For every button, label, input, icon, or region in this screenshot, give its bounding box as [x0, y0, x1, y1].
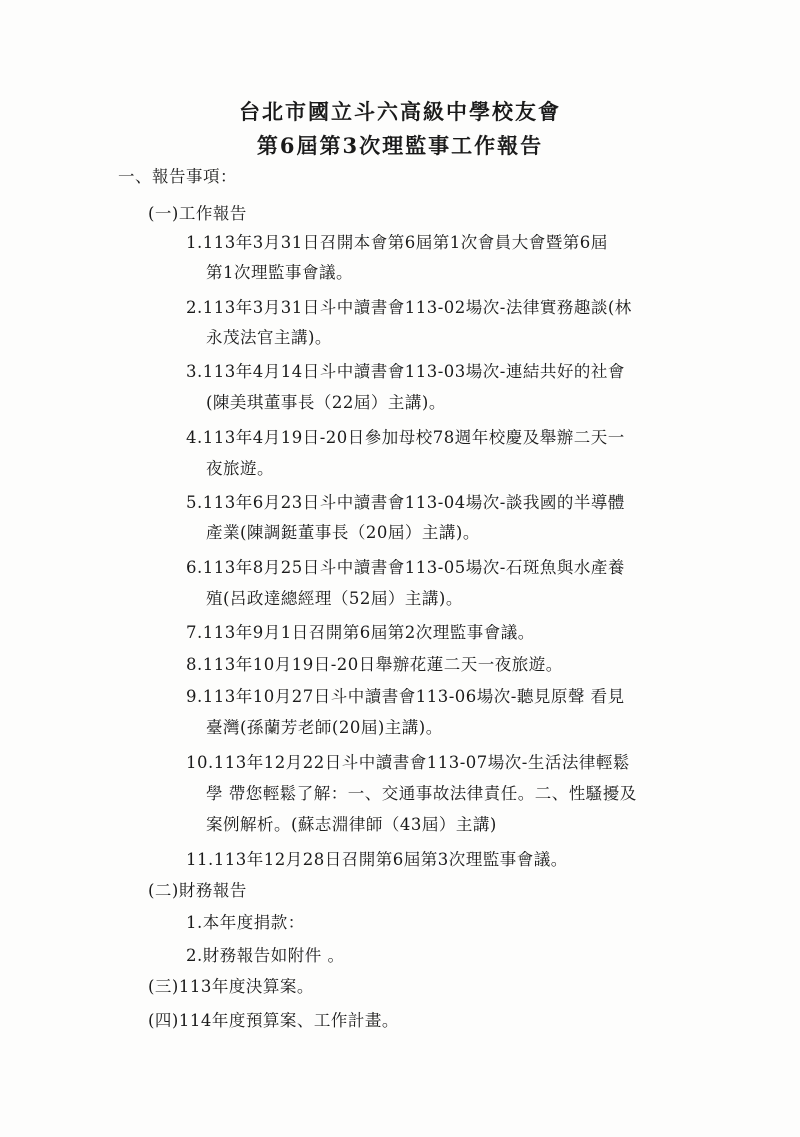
work-item-5: 5.113年6月23日斗中讀書會113-04場次-談我國的半導體	[186, 493, 625, 512]
document-title: 台北市國立斗六高級中學校友會	[239, 99, 561, 124]
work-item-9-cont: 臺灣(孫蘭芳老師(20屆)主講)。	[206, 718, 443, 737]
work-item-1-cont: 第1次理監事會議。	[206, 263, 353, 282]
document-subtitle: 第6屆第3次理監事工作報告	[256, 133, 544, 158]
work-item-6: 6.113年8月25日斗中讀書會113-05場次-石斑魚與水產養	[186, 558, 625, 577]
work-item-2: 2.113年3月31日斗中讀書會113-02場次-法律實務趣談(林	[186, 298, 632, 317]
finance-report-heading: (二)財務報告	[148, 881, 247, 900]
work-item-11: 11.113年12月28日召開第6屆第3次理監事會議。	[186, 850, 568, 869]
work-item-3-cont: (陳美琪董事長（22屆）主講)。	[206, 393, 446, 412]
work-item-4-cont: 夜旅遊。	[206, 459, 274, 478]
section-heading: 一、報告事項：	[118, 167, 237, 186]
work-item-10: 10.113年12月22日斗中讀書會113-07場次-生活法律輕鬆	[186, 753, 630, 772]
work-item-9: 9.113年10月27日斗中讀書會113-06場次-聽見原聲 看見	[186, 687, 625, 706]
work-item-2-cont: 永茂法官主講)。	[206, 328, 332, 347]
work-item-10-cont2: 案例解析。(蘇志淵律師（43屆）主講)	[206, 815, 497, 834]
work-item-7: 7.113年9月1日召開第6屆第2次理監事會議。	[186, 623, 535, 642]
work-item-5-cont: 產業(陳調鋌董事長（20屆）主講)。	[206, 523, 480, 542]
work-report-heading: (一)工作報告	[148, 204, 247, 223]
finance-item-1: 1.本年度捐款：	[186, 913, 305, 932]
work-item-4: 4.113年4月19日-20日參加母校78週年校慶及舉辦二天一	[186, 428, 625, 447]
finance-item-2: 2.財務報告如附件 。	[186, 946, 345, 965]
work-item-8: 8.113年10月19日-20日舉辦花蓮二天一夜旅遊。	[186, 655, 563, 674]
work-item-10-cont: 學 帶您輕鬆了解：一、交通事故法律責任。二、性騷擾及	[206, 784, 637, 803]
work-item-6-cont: 殖(呂政達總經理（52屆）主講)。	[206, 589, 463, 608]
work-item-3: 3.113年4月14日斗中讀書會113-03場次-連結共好的社會	[186, 362, 625, 381]
budget-plan-item: (四)114年度預算案、工作計畫。	[148, 1011, 399, 1030]
work-item-1: 1.113年3月31日召開本會第6屆第1次會員大會暨第6屆	[186, 233, 608, 252]
budget-final-item: (三)113年度決算案。	[148, 977, 314, 996]
